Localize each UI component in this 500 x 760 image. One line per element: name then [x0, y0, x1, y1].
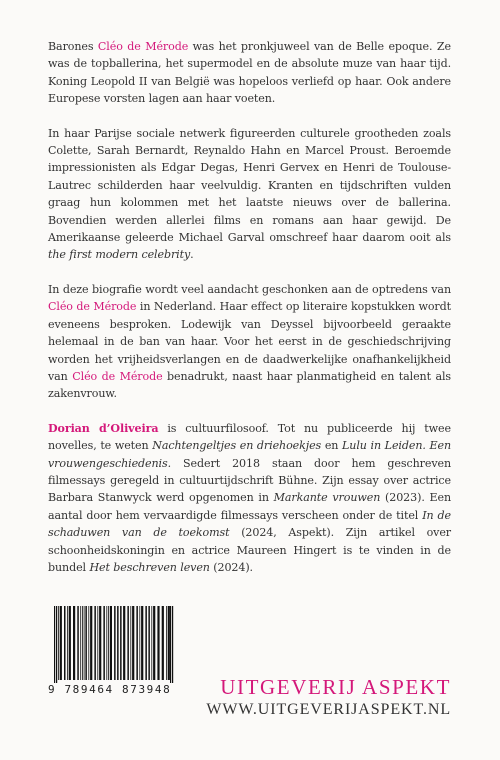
barcode-bar	[77, 606, 79, 680]
barcode-bar	[58, 606, 59, 680]
highlighted-name: Cléo de Mérode	[72, 369, 163, 383]
barcode-bar	[136, 606, 138, 680]
blurb-text	[48, 38, 451, 593]
barcode-bar	[120, 606, 122, 680]
barcode-bar	[132, 606, 134, 680]
barcode-bar	[110, 606, 112, 680]
text-run: (2024, Aspekt). Zijn artikel over schoonheidskoningin en actrice Maureen Hingert is te vinden in de bundel	[48, 526, 452, 574]
barcode-guard-bar	[54, 606, 55, 686]
publisher-url[interactable]: WWW.UITGEVERIJASPEKT.NL	[206, 701, 451, 718]
text-run: benadrukt, naast haar planmatigheid en talent als zakenvrouw.	[48, 369, 451, 401]
barcode-bar	[106, 606, 107, 680]
barcode-bar	[127, 606, 128, 680]
barcode-bar	[60, 606, 62, 680]
barcode-guard-bar	[172, 606, 173, 686]
barcode-bar	[153, 606, 155, 680]
text-run: In deze biografie wordt veel aandacht geschonken aan de optredens van	[48, 282, 451, 296]
barcode-bar	[117, 606, 119, 680]
text-run: .	[190, 248, 194, 262]
barcode-bar	[103, 606, 105, 680]
book-title: In de schaduwen van de toekomst	[48, 508, 451, 540]
text-run: Barones	[48, 40, 98, 53]
highlighted-name: Cléo de Mérode	[97, 40, 189, 53]
barcode-bar	[168, 606, 170, 680]
highlighted-name: Cléo de Mérode	[48, 300, 137, 314]
barcode-bar	[162, 606, 164, 680]
blurb-paragraph-1	[48, 38, 451, 108]
text-run: In haar Parijse sociale netwerk figureerden culturele grootheden zoals Colette, Sarah Bernardt, Reynaldo Hahn en Marcel Proust. Beroemde impressionisten als Edgar Degas, Henri Gervex en Henri de Toulouse-Lautrec schilderden haar veelvuldig. Kranten en tijdschriften vulden graag hun kolommen met het laatste nieuws over de ballerina. Bovendien werden allerlei films en romans aan haar gewijd. De Amerikaanse geleerde Michael Garval omschreef haar daarom ooit als	[48, 126, 451, 245]
barcode-bar	[64, 606, 66, 680]
barcode-bar	[82, 606, 83, 680]
barcode-bar	[90, 606, 92, 680]
italic-quote: the first modern celebrity	[48, 248, 191, 262]
barcode-bar	[130, 606, 131, 680]
barcode-bar	[67, 606, 68, 680]
isbn-barcode	[48, 606, 178, 721]
text-run: is cultuurfilosoof. Tot nu publiceerde hij twee novelles, te weten	[48, 421, 451, 453]
book-title: Nachtengeltjes en driehoekjes	[152, 439, 322, 453]
barcode-bar	[88, 606, 89, 680]
barcode-bar	[84, 606, 85, 680]
barcode-bar	[123, 606, 125, 680]
isbn-number: 9 789464 873948	[48, 683, 178, 696]
text-run: was het pronkjuweel van de Belle epoque. Ze was de topballerina, het supermodel en de absolute muze van haar tijd. Koning Leopold II van België was hopeloos verliefd op haar. Ook andere Europese vorsten lagen aan haar voeten.	[48, 40, 451, 106]
barcode-bar	[166, 606, 167, 680]
author-name: Dorian d’Oliveira	[48, 421, 159, 435]
text-run: (2024).	[209, 560, 253, 574]
barcode-bar	[141, 606, 143, 680]
barcode-bars	[48, 606, 178, 686]
barcode-bar	[108, 606, 109, 680]
barcode-bar	[69, 606, 71, 680]
barcode-bar	[99, 606, 101, 680]
blurb-paragraph-3	[48, 281, 451, 403]
author-bio	[48, 420, 451, 577]
barcode-guard-bar	[56, 606, 57, 686]
barcode-bar	[73, 606, 75, 680]
text-run: en	[321, 439, 343, 453]
barcode-bar	[94, 606, 96, 680]
barcode-bar	[139, 606, 140, 680]
book-title: Markante vrouwen	[273, 491, 381, 505]
barcode-bar	[85, 606, 87, 680]
text-run: in Nederland. Haar effect op literaire kopstukken wordt eveneens besproken. Lodewijk van Deyssel bijvoorbeeld geraakte helemaal in de ban van haar. Voor het eerst in de geschiedschrijving worden het vrijheidsverlangen en de daadwerkelijke onafhankelijkheid van	[48, 300, 451, 383]
barcode-bar	[145, 606, 147, 680]
barcode-bar	[151, 606, 152, 680]
barcode-bar	[114, 606, 116, 680]
blurb-paragraph-2	[48, 125, 451, 264]
text-run: (2023). Een aantal door hem vervaardigde filmessays verscheen onder de titel	[48, 491, 452, 522]
book-title: Lulu in Leiden. Een vrouwengeschiedenis.	[48, 439, 451, 470]
barcode-guard-bar	[170, 606, 171, 686]
barcode-bar	[97, 606, 98, 680]
barcode-bar	[157, 606, 159, 680]
text-run: Sedert 2018 staan door hem geschreven filmessays geregeld in cultuurtijdschrift Bühne. Zijn essay over actrice Barbara Stanwyck werd opgenomen in	[48, 456, 451, 505]
book-title: Het beschreven leven	[89, 560, 210, 574]
publisher-block	[206, 675, 451, 721]
barcode-bar	[80, 606, 81, 680]
barcode-bar	[148, 606, 150, 680]
publisher-name: UITGEVERIJ ASPEKT	[220, 675, 451, 699]
